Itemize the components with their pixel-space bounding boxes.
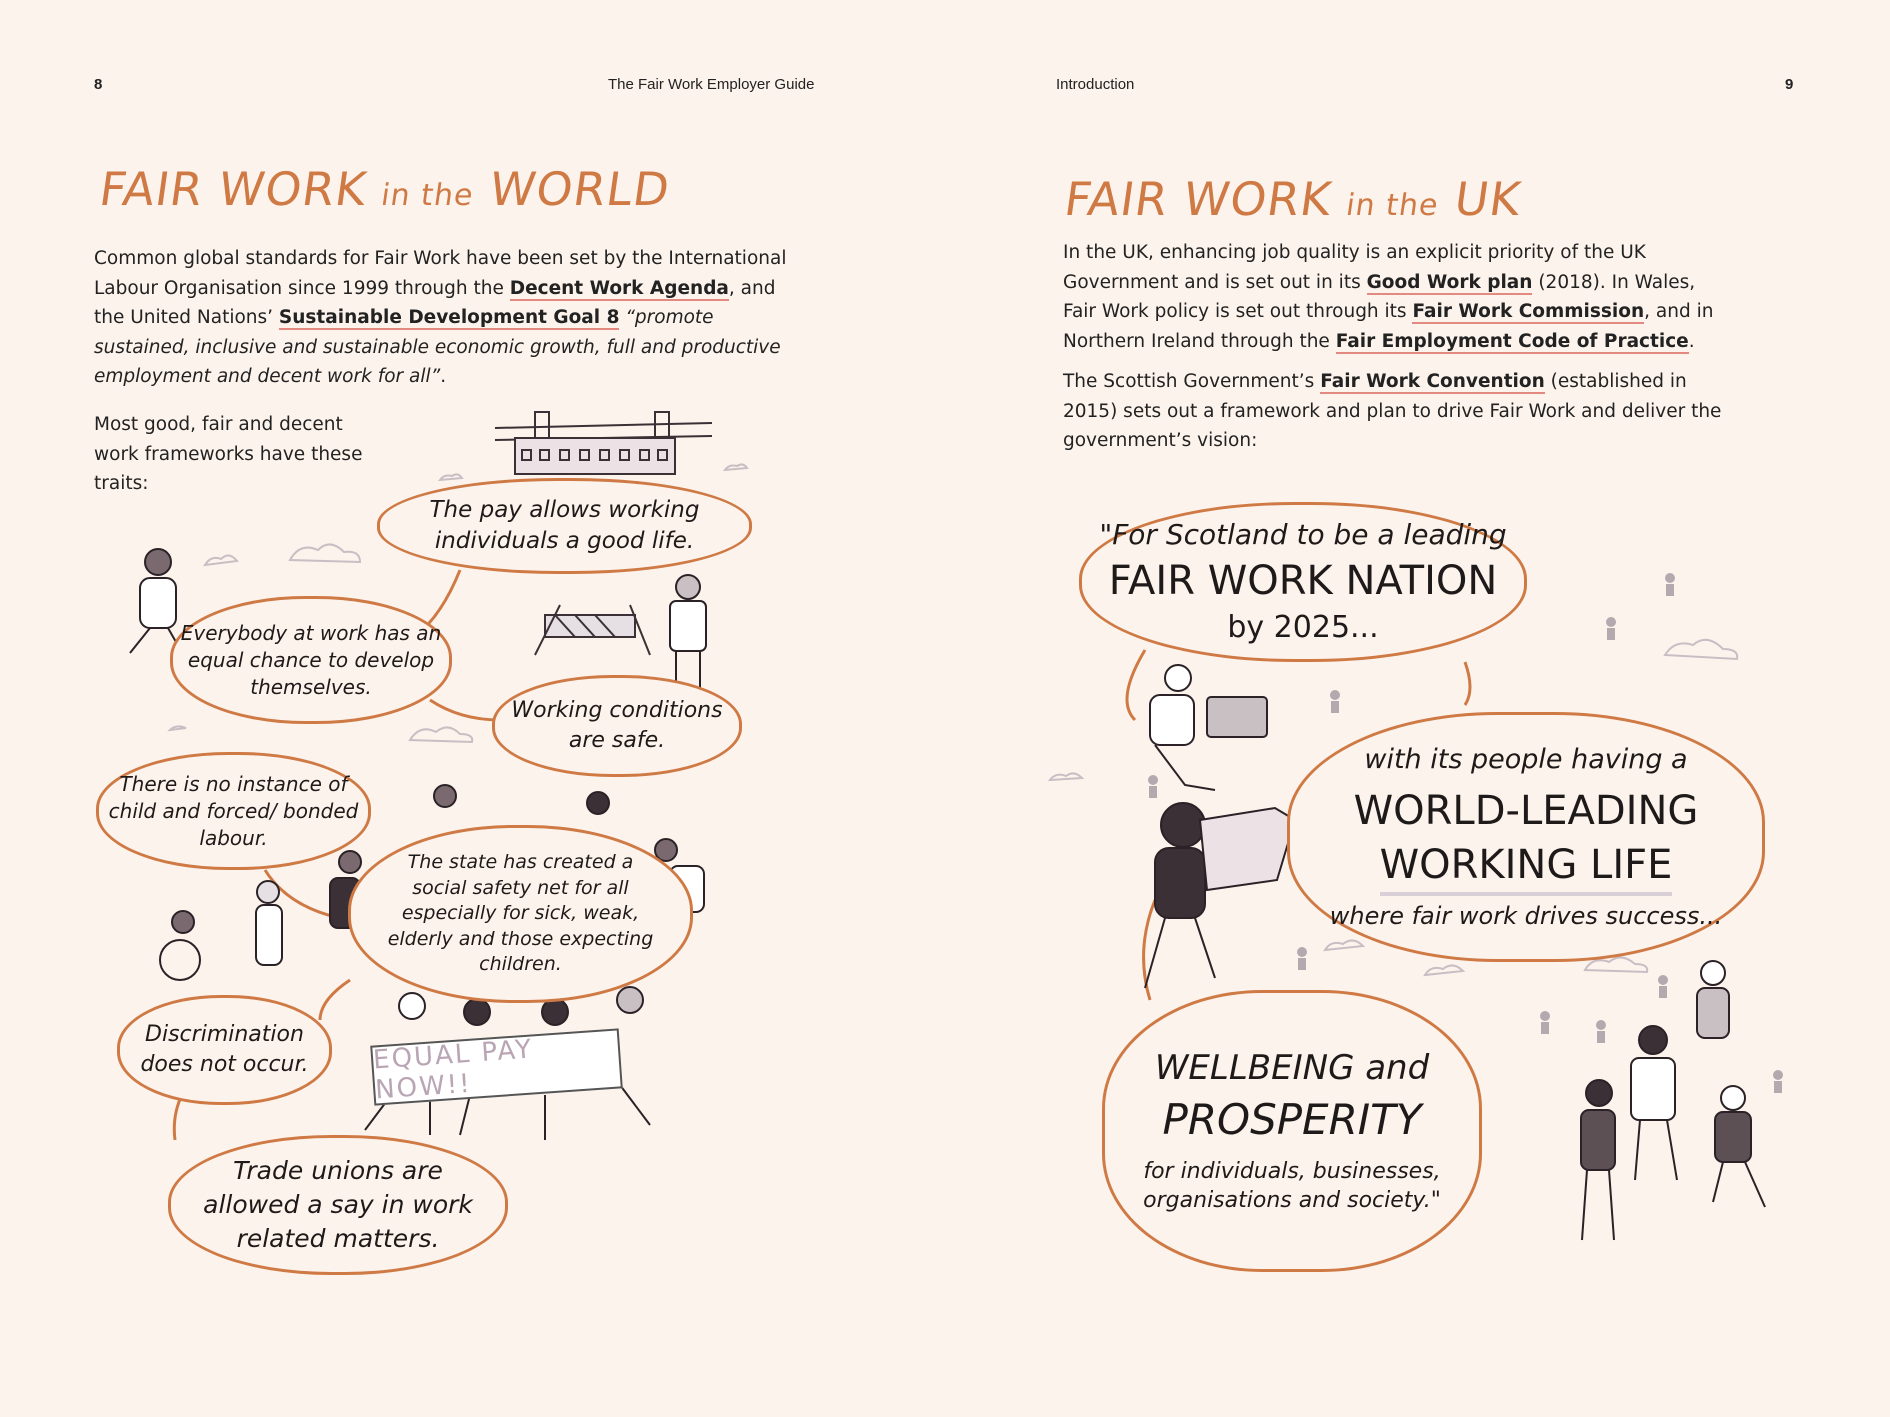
text: . xyxy=(440,366,447,387)
bubble-no-discrimination: Discrimination does not occur. xyxy=(117,995,332,1105)
vision-text: "For Scotland to be a leading xyxy=(1099,517,1507,551)
vision-bubble-working-life xyxy=(1287,712,1765,962)
bubble-equal-chance: Everybody at work has an equal chance to develop themselves. xyxy=(170,596,452,724)
text: , and in Northern Ireland through the xyxy=(1063,301,1714,352)
vision-text: where fair work drives success... xyxy=(1329,902,1723,931)
title-part: in the xyxy=(1343,188,1441,223)
building-icon xyxy=(495,412,712,474)
page-number: 9 xyxy=(1785,76,1794,93)
vision-bubble-wellbeing xyxy=(1102,990,1482,1272)
fair-work-commission-link[interactable]: Fair Work Commission xyxy=(1412,301,1645,322)
text: . xyxy=(1688,330,1695,352)
vision-text: for individuals, businesses, xyxy=(1143,1158,1441,1184)
text: (established in 2015) sets out a framework and plan to drive Fair Work and deliver the government’s vision: xyxy=(1063,371,1722,451)
page-number: 8 xyxy=(94,76,103,93)
running-head: Introduction xyxy=(1056,76,1135,93)
running-head: The Fair Work Employer Guide xyxy=(608,76,815,93)
bubble-trade-unions: Trade unions are allowed a say in work related matters. xyxy=(168,1135,508,1275)
right-page xyxy=(945,0,1890,1417)
text: The Scottish Government’s xyxy=(1063,371,1321,392)
fair-employment-code-link[interactable]: Fair Employment Code of Practice xyxy=(1335,330,1689,352)
equal-pay-banner: EQUAL PAY NOW!! xyxy=(370,1028,623,1105)
vision-text: organisations and society." xyxy=(1143,1188,1441,1214)
sdg8-link[interactable]: Sustainable Development Goal 8 xyxy=(278,307,620,328)
text: In the UK, enhancing job quality is an explicit priority of the UK Government and is set out in its xyxy=(1063,242,1646,293)
bubble-no-child-labour: There is no instance of child and forced/ bonded labour. xyxy=(96,752,371,870)
title-part: in the xyxy=(378,178,476,213)
vision-text-emphasis: PROSPERITY xyxy=(1162,1094,1422,1144)
traits-intro: Most good, fair and decent work frameworks have these traits: xyxy=(94,414,363,494)
bubble-social-safety-net: The state has created a social safety net for all especially for sick, weak, elderly and those expecting children. xyxy=(348,825,693,1003)
title-part: UK xyxy=(1451,172,1525,226)
text: Common global standards for Fair Work have been set by the International Labour Organisation since 1999 through the xyxy=(94,248,787,299)
bubble-good-pay: The pay allows working individuals a good life. xyxy=(377,478,752,574)
vision-text-emphasis: FAIR WORK NATION xyxy=(1108,557,1498,604)
title-part: FAIR WORK xyxy=(96,162,371,216)
decent-work-agenda-link[interactable]: Decent Work Agenda xyxy=(509,277,729,299)
vision-bubble-nation xyxy=(1079,502,1527,662)
text: (2018). In Wales, Fair Work policy is set out through its xyxy=(1063,271,1696,322)
sdg-quote: “promote sustained, inclusive and sustainable economic growth, full and productive employment and decent work for all” xyxy=(94,307,781,387)
vision-text: by 2025... xyxy=(1227,609,1379,645)
text: , and the United Nations’ xyxy=(94,277,776,328)
good-work-plan-link[interactable]: Good Work plan xyxy=(1366,271,1533,293)
fair-work-convention-link[interactable]: Fair Work Convention xyxy=(1320,371,1545,392)
vision-text-emphasis: WELLBEING and xyxy=(1154,1048,1430,1089)
title-part: FAIR WORK xyxy=(1061,172,1336,226)
vision-text-emphasis: WORLD-LEADING xyxy=(1353,788,1699,835)
vision-text-emphasis: WORKING LIFE xyxy=(1380,838,1673,896)
bubble-safe-conditions: Working conditions are safe. xyxy=(492,675,742,777)
vision-text: with its people having a xyxy=(1364,743,1688,775)
title-part: WORLD xyxy=(486,162,674,216)
road-barrier-icon xyxy=(535,605,650,655)
